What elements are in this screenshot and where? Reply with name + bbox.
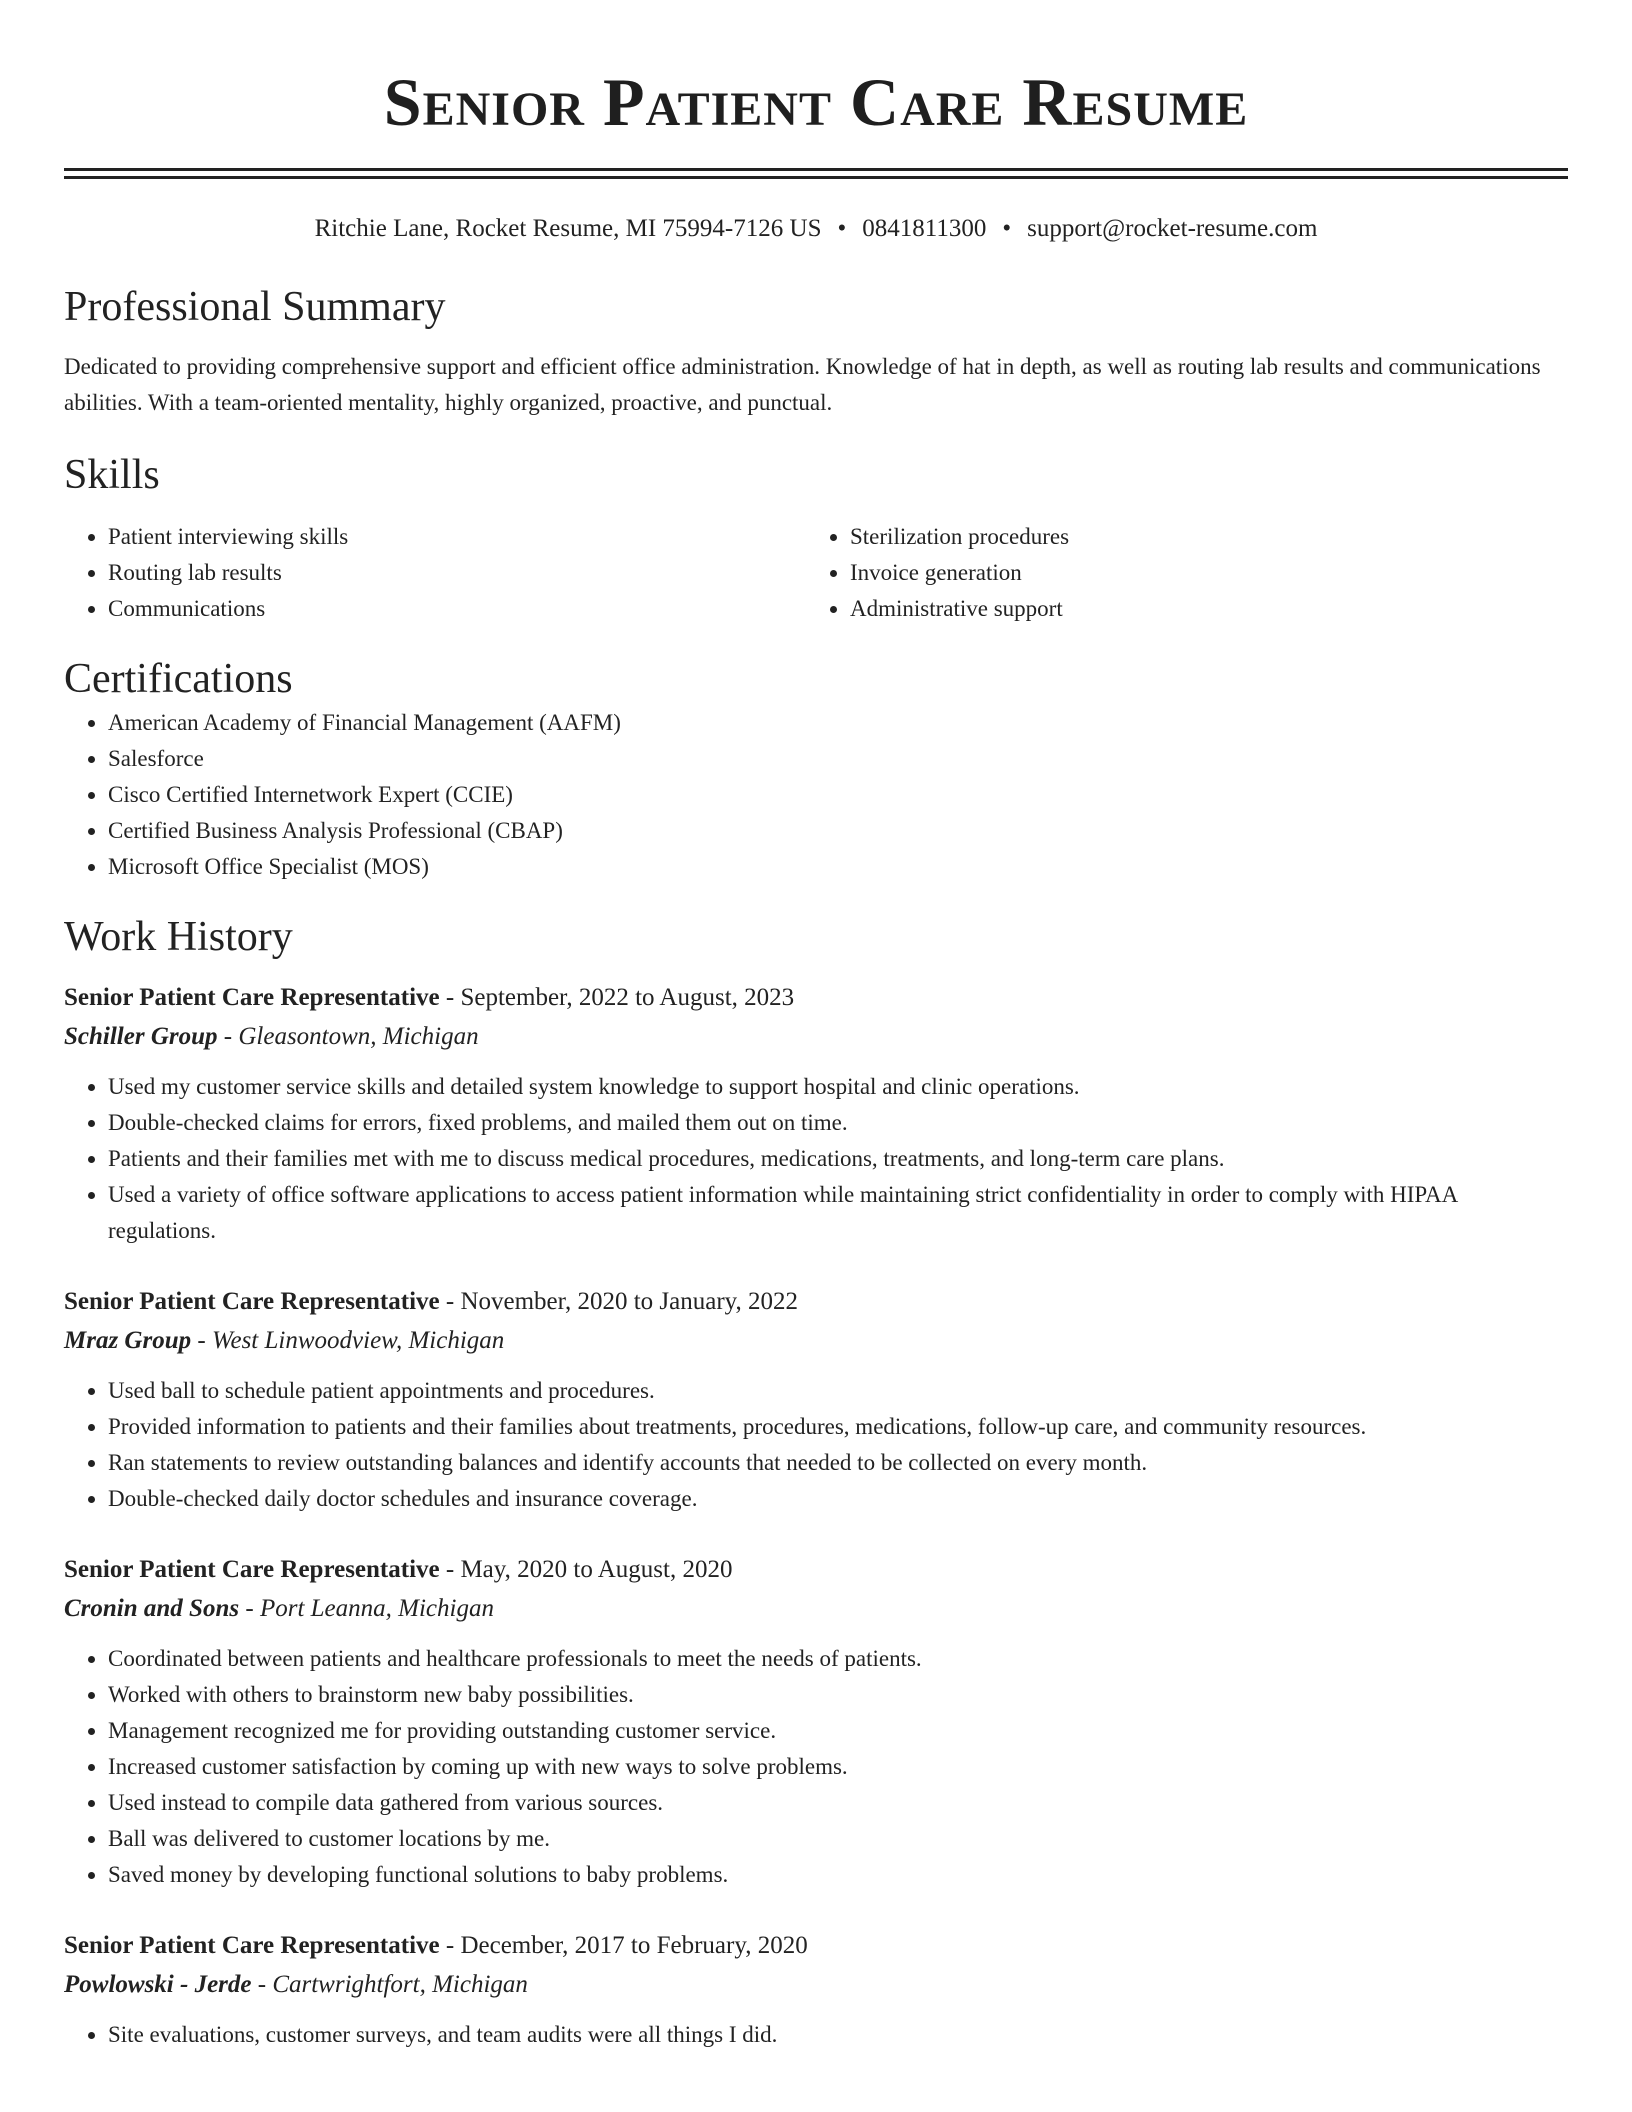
job-entry — [64, 1927, 1568, 2053]
job-bullet: • Worked with others to brainstorm new baby possibilities. — [108, 1677, 1568, 1713]
job-entry — [64, 1551, 1568, 1893]
job-bullet: • Ran statements to review outstanding balances and identify accounts that needed to be collected on every month. — [108, 1445, 1568, 1481]
job-dash: - — [239, 1595, 260, 1622]
job-dash: - — [217, 1023, 239, 1050]
job-dash: - — [439, 1932, 461, 1959]
job-bullet: • Ball was delivered to customer locations by me. — [108, 1821, 1568, 1857]
job-entry — [64, 1283, 1568, 1517]
contact-phone: 0841811300 — [862, 215, 987, 242]
job-dates: December, 2017 to February, 2020 — [460, 1932, 808, 1959]
contact-address: Ritchie Lane, Rocket Resume, MI 75994-7126 US — [314, 215, 822, 242]
job-company: Schiller Group — [64, 1023, 218, 1050]
certification-item: • American Academy of Financial Management (AAFM) — [108, 705, 1568, 741]
certifications-list — [64, 705, 1568, 885]
contact-email: support@rocket-resume.com — [1027, 215, 1318, 242]
job-dash: - — [251, 1971, 273, 1998]
job-bullets — [64, 2017, 1568, 2053]
job-title-line — [64, 1283, 1568, 1321]
job-bullets — [64, 1641, 1568, 1893]
job-bullets — [64, 1069, 1568, 1249]
job-title-line — [64, 979, 1568, 1017]
skills-grid — [64, 519, 1568, 627]
job-bullet: • Used instead to compile data gathered from various sources. — [108, 1785, 1568, 1821]
job-company-line — [64, 1321, 1568, 1361]
job-bullet: • Patients and their families met with me to discuss medical procedures, medications, treatments, and long-term care plans. — [108, 1141, 1568, 1177]
certification-item: • Salesforce — [108, 741, 1568, 777]
job-role: Senior Patient Care Representative — [64, 1932, 440, 1959]
job-bullet: • Saved money by developing functional solutions to baby problems. — [108, 1857, 1568, 1893]
resume-title: Senior Patient Care Resume — [383, 64, 1249, 140]
job-bullet: • Used a variety of office software applications to access patient information while maintaining strict confidentiality in order to comply with HIPAA regulations. — [108, 1177, 1568, 1249]
job-company-line — [64, 1017, 1568, 1057]
job-company: Mraz Group — [64, 1327, 192, 1354]
job-company-line — [64, 1965, 1568, 2005]
job-bullets — [64, 1373, 1568, 1517]
job-dash: - — [191, 1327, 212, 1354]
job-entry — [64, 979, 1568, 1249]
skill-item: • Sterilization procedures — [850, 519, 1548, 555]
certification-item: • Microsoft Office Specialist (MOS) — [108, 849, 1568, 885]
job-role: Senior Patient Care Representative — [64, 984, 440, 1011]
job-bullet: • Provided information to patients and their families about treatments, procedures, medications, follow-up care, and community resources. — [108, 1409, 1568, 1445]
contact-separator: • — [1002, 215, 1012, 242]
job-dates: May, 2020 to August, 2020 — [460, 1556, 733, 1583]
work-history-heading: Work History — [64, 914, 293, 960]
contact-line — [64, 213, 1568, 245]
job-dates: September, 2022 to August, 2023 — [460, 984, 795, 1011]
skill-item: • Communications — [108, 591, 806, 627]
skill-item: • Patient interviewing skills — [108, 519, 806, 555]
job-bullet: • Coordinated between patients and healthcare professionals to meet the needs of patients. — [108, 1641, 1568, 1677]
job-bullet: • Double-checked daily doctor schedules and insurance coverage. — [108, 1481, 1568, 1517]
job-role: Senior Patient Care Representative — [64, 1288, 440, 1315]
job-bullet: • Used ball to schedule patient appointments and procedures. — [108, 1373, 1568, 1409]
job-bullet: • Increased customer satisfaction by coming up with new ways to solve problems. — [108, 1749, 1568, 1785]
job-title-line — [64, 1927, 1568, 1965]
summary-text: Dedicated to providing comprehensive support and efficient office administration. Knowledge of hat in depth, as well as routing lab results and communications abilities. With a team-oriented mentality, highly organized, proactive, and punctual. — [64, 354, 1541, 415]
job-company: Cronin and Sons — [64, 1595, 240, 1622]
job-dash: - — [439, 1556, 461, 1583]
job-bullet: • Double-checked claims for errors, fixed problems, and mailed them out on time. — [108, 1105, 1568, 1141]
summary-heading: Professional Summary — [64, 284, 446, 330]
job-title-line — [64, 1551, 1568, 1589]
skill-item: • Routing lab results — [108, 555, 806, 591]
job-location: Port Leanna, Michigan — [259, 1595, 494, 1622]
job-dates: November, 2020 to January, 2022 — [460, 1288, 799, 1315]
skills-list-left — [64, 519, 806, 627]
job-dash: - — [439, 1288, 461, 1315]
job-location: Cartwrightfort, Michigan — [272, 1971, 528, 1998]
certification-item: • Certified Business Analysis Professional (CBAP) — [108, 813, 1568, 849]
skill-item: • Invoice generation — [850, 555, 1548, 591]
job-company-line — [64, 1589, 1568, 1629]
certification-item: • Cisco Certified Internetwork Expert (CCIE) — [108, 777, 1568, 813]
job-dash: - — [439, 984, 461, 1011]
certifications-heading: Certifications — [64, 656, 293, 702]
job-bullet: • Management recognized me for providing outstanding customer service. — [108, 1713, 1568, 1749]
skills-list-right — [806, 519, 1548, 627]
job-role: Senior Patient Care Representative — [64, 1556, 440, 1583]
title-double-rule — [64, 168, 1568, 179]
skills-heading: Skills — [64, 452, 160, 498]
job-location: Gleasontown, Michigan — [238, 1023, 479, 1050]
job-bullet: • Site evaluations, customer surveys, and team audits were all things I did. — [108, 2017, 1568, 2053]
job-bullet: • Used my customer service skills and detailed system knowledge to support hospital and clinic operations. — [108, 1069, 1568, 1105]
job-company: Powlowski - Jerde — [64, 1971, 252, 1998]
job-location: West Linwoodview, Michigan — [211, 1327, 505, 1354]
contact-separator: • — [837, 215, 847, 242]
skill-item: • Administrative support — [850, 591, 1548, 627]
